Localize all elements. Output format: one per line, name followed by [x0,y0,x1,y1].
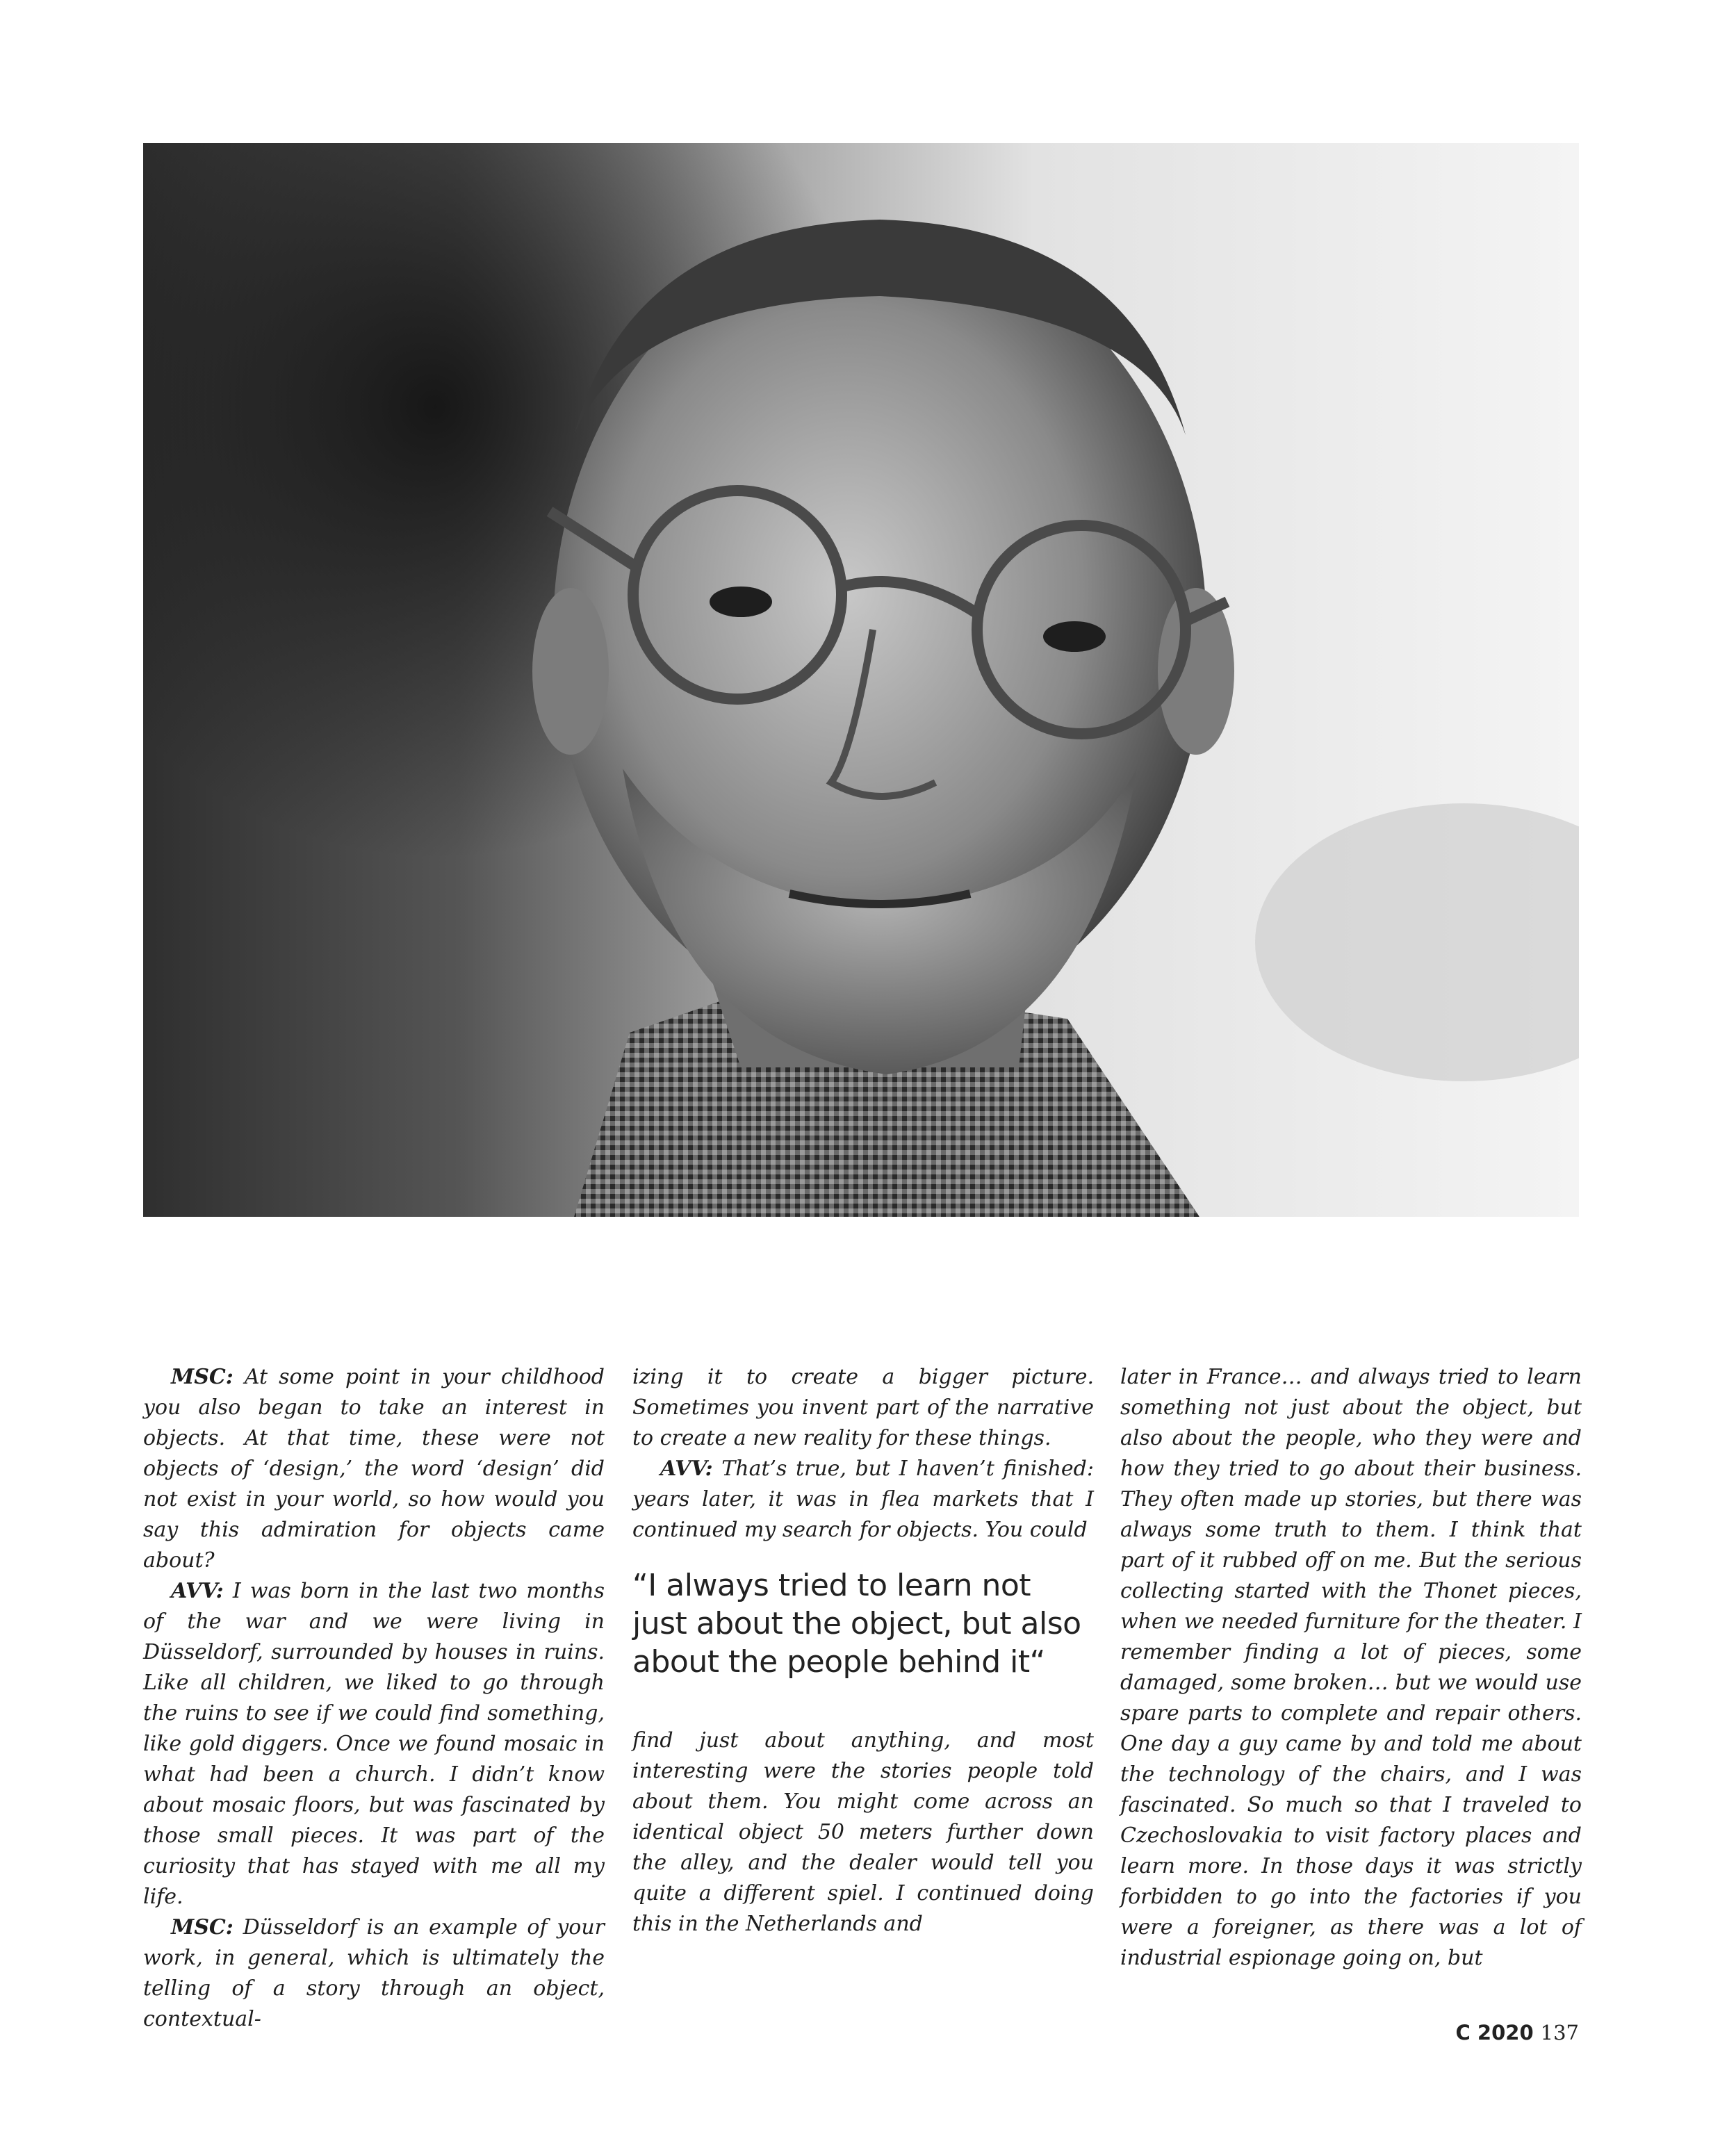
paragraph-text: I was born in the last two months of the war and we were living in Düsseldorf, surrounded by houses in ruins. Like all children, we liked to go through the ruins to see if we could find something, like gold diggers. Once we found mosaic in what had been a church. I didn’t know about mosaic floors, but was fascinated by those small pieces. It was part of the curiosity that has stayed with me all my life. [143,1579,605,1909]
paragraph-text: At some point in your childhood you also began to take an interest in objects. At that time, these were not objects of ‘design,’ the word ‘design’ did not exist in your world, so how would you say this admiration for objects came about? [143,1365,605,1573]
answer-paragraph [632,1454,1094,1546]
speaker-label: AVV: [171,1579,224,1603]
portrait-photo [143,143,1579,1217]
page-number: 137 [1540,2021,1579,2044]
speaker-label: MSC: [171,1915,234,1940]
speaker-label: MSC: [171,1365,234,1389]
paragraph-text: Düsseldorf is an example of your work, in general, which is ultimately the telling of a story through an object, contextual- [143,1915,605,2031]
paragraph-text: That’s true, but I haven’t finished: years later, it was in flea markets that I continued my search for objects. You could [632,1457,1094,1542]
question-paragraph [143,1912,605,2035]
magazine-name: C 2020 [1455,2021,1534,2044]
continued-paragraph: izing it to create a bigger picture. Sometimes you invent part of the narrative to create a new reality for these things. [632,1365,1094,1450]
continued-paragraph: later in France… and always tried to learn something not just about the object, but also about the people, who they were and how they tried to go about their business. They often made up stories, but there was always some truth to them. I think that part of it rubbed off on me. But the serious collecting started with the Thonet pieces, when we needed furniture for the theater. I remember finding a lot of pieces, some damaged, some broken… but we would use spare parts to complete and repair others. One day a guy came by and told me about the technology of the chairs, and I was fascinated. So much so that I traveled to Czechoslovakia to visit factory places and learn more. In those days it was strictly forbidden to go into the factories if you were a foreigner, as there was a lot of industrial espionage going on, but [1120,1365,1582,1970]
article-column-3 [1120,1362,1582,1974]
answer-paragraph [143,1576,605,1912]
continued-paragraph: find just about anything, and most interesting were the stories people told about them. You might come across an identical object 50 meters further down the alley, and the dealer would tell you quite a different spiel. I continued doing this in the Netherlands and [632,1728,1094,1936]
page-folio [1456,2021,1579,2044]
pull-quote: “I always tried to learn not just about the object, but also about the people behind it“ [632,1568,1081,1680]
article-column-1 [143,1362,605,2035]
speaker-label: AVV: [660,1457,713,1481]
question-paragraph [143,1362,605,1576]
article-column-2 [632,1362,1094,1940]
